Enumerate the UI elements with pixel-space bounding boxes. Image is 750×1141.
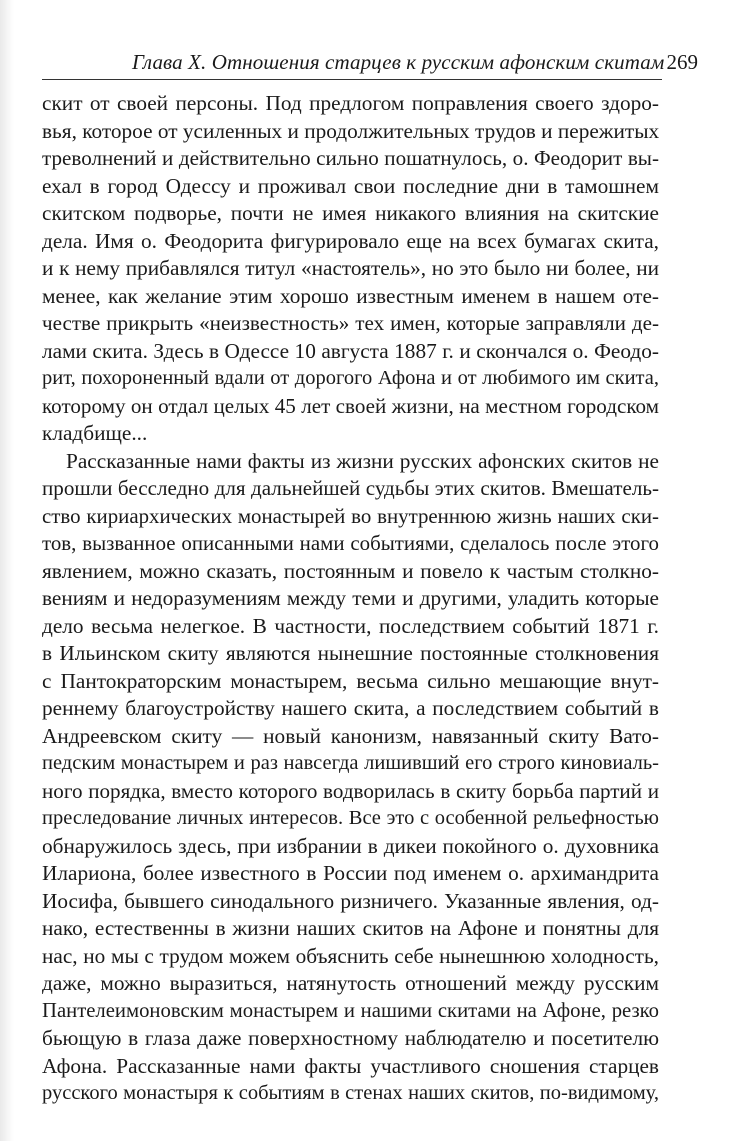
text-line: нас, но мы с трудом можем объяснить себе нынешнюю холодность, (42, 943, 659, 968)
running-head (42, 44, 698, 84)
text-line: реннему благоустройству нашего скита, а последствием событий в (42, 696, 659, 720)
text-line: лами скита. Здесь в Одессе 10 августа 1887 г. и скончался о. Феодо- (42, 338, 659, 363)
text-line: с Пантократорским монастырем, весьма сильно мешающие внут- (42, 668, 659, 693)
text-line: скит от своей персоны. Под предлогом поправления своего здоро- (42, 91, 659, 115)
header-rule (42, 79, 662, 80)
text-line: дело весьма нелегкое. В частности, последствием событий 1871 г. (42, 613, 659, 638)
text-line: дела. Имя о. Феодорита фигурировало еще на всех бумагах скита, (42, 228, 659, 253)
text-line: бьющую в глаза даже поверхностному наблюдателю и посетителю (42, 1026, 659, 1050)
text-line: явлением, можно сказать, постоянным и повело к частым столкно- (42, 558, 659, 583)
text-line: Пантелеимоновским монастырем и нашими скитами на Афоне, резко (42, 999, 659, 1022)
text-line: нако, естественны в жизни наших скитов на Афоне и понятны для (42, 916, 659, 940)
text-line: Илариона, более известного в России под именем о. архимандрита (42, 861, 659, 885)
page-edge-shadow (0, 0, 14, 1141)
text-line: рит, похороненный вдали от дорогого Афона и от любимого им скита, (42, 367, 659, 389)
text-line: кладбище... (42, 421, 148, 445)
text-line: ехал в город Одессу и проживал свои последние дни в тамошнем (42, 173, 659, 198)
paragraph-2 (42, 448, 659, 1108)
text-line: менее, как желание этим хорошо известным именем в нашем оте- (42, 283, 659, 308)
text-line: честве прикрыть «неизвестность» тех имен, которые заправляли де- (42, 311, 659, 335)
text-line: педским монастырем и раз навсегда лишивший его строго киновиаль- (42, 752, 659, 774)
text-line: прошли бесследно для дальнейшей судьбы этих скитов. Вмешатель- (42, 476, 659, 500)
text-line: Рассказанные нами факты из жизни русских афонских скитов не (66, 448, 659, 473)
body-text (42, 90, 659, 1108)
text-line: ного порядка, вместо которого водворилась в скиту борьба партий и (42, 778, 659, 803)
text-line: Иосифа, бывшего синодального ризничего. Указанные явления, од- (42, 888, 659, 913)
running-head-title: Глава X. Отношения старцев к русским афонским скитам (132, 50, 665, 74)
text-line: скитском подворье, почти не имея никакого влияния на скитские (42, 201, 659, 225)
text-line: даже, можно выразиться, натянутость отношений между русским (42, 971, 659, 995)
text-line: и к нему прибавлялся титул «настоятель», но это было ни более, ни (42, 256, 659, 280)
text-line: треволнений и действительно сильно пошатнулось, о. Феодорит вы- (42, 146, 659, 170)
paragraph-1 (42, 90, 659, 448)
text-line: в Ильинском скиту являются нынешние постоянные столкновения (42, 641, 659, 665)
text-line: тов, вызванное описанными нами событиями, сделалось после этого (42, 531, 659, 555)
text-line: русского монастыря к событиям в стенах наших скитов, по-видимому, (42, 1082, 659, 1104)
text-line: обнаружилось здесь, при избрании в дикеи покойного о. духовника (42, 833, 659, 858)
text-line: Андреевском скиту — новый канонизм, навязанный скиту Вато- (42, 723, 659, 748)
text-line: преследование личных интересов. Все это с особенной рельефностью (42, 807, 659, 829)
text-line: вья, которое от усиленных и продолжительных трудов и пережитых (42, 118, 660, 143)
text-line: вениям и недоразумениям между теми и другими, уладить которые (42, 586, 659, 610)
text-line: Афона. Рассказанные нами факты участливого сношения старцев (42, 1053, 659, 1078)
text-line: которому он отдал целых 45 лет своей жизни, на местном городском (42, 393, 659, 418)
page-number: 269 (666, 50, 698, 74)
text-line: ство кириархических монастырей во внутреннюю жизнь наших ски- (42, 503, 659, 528)
